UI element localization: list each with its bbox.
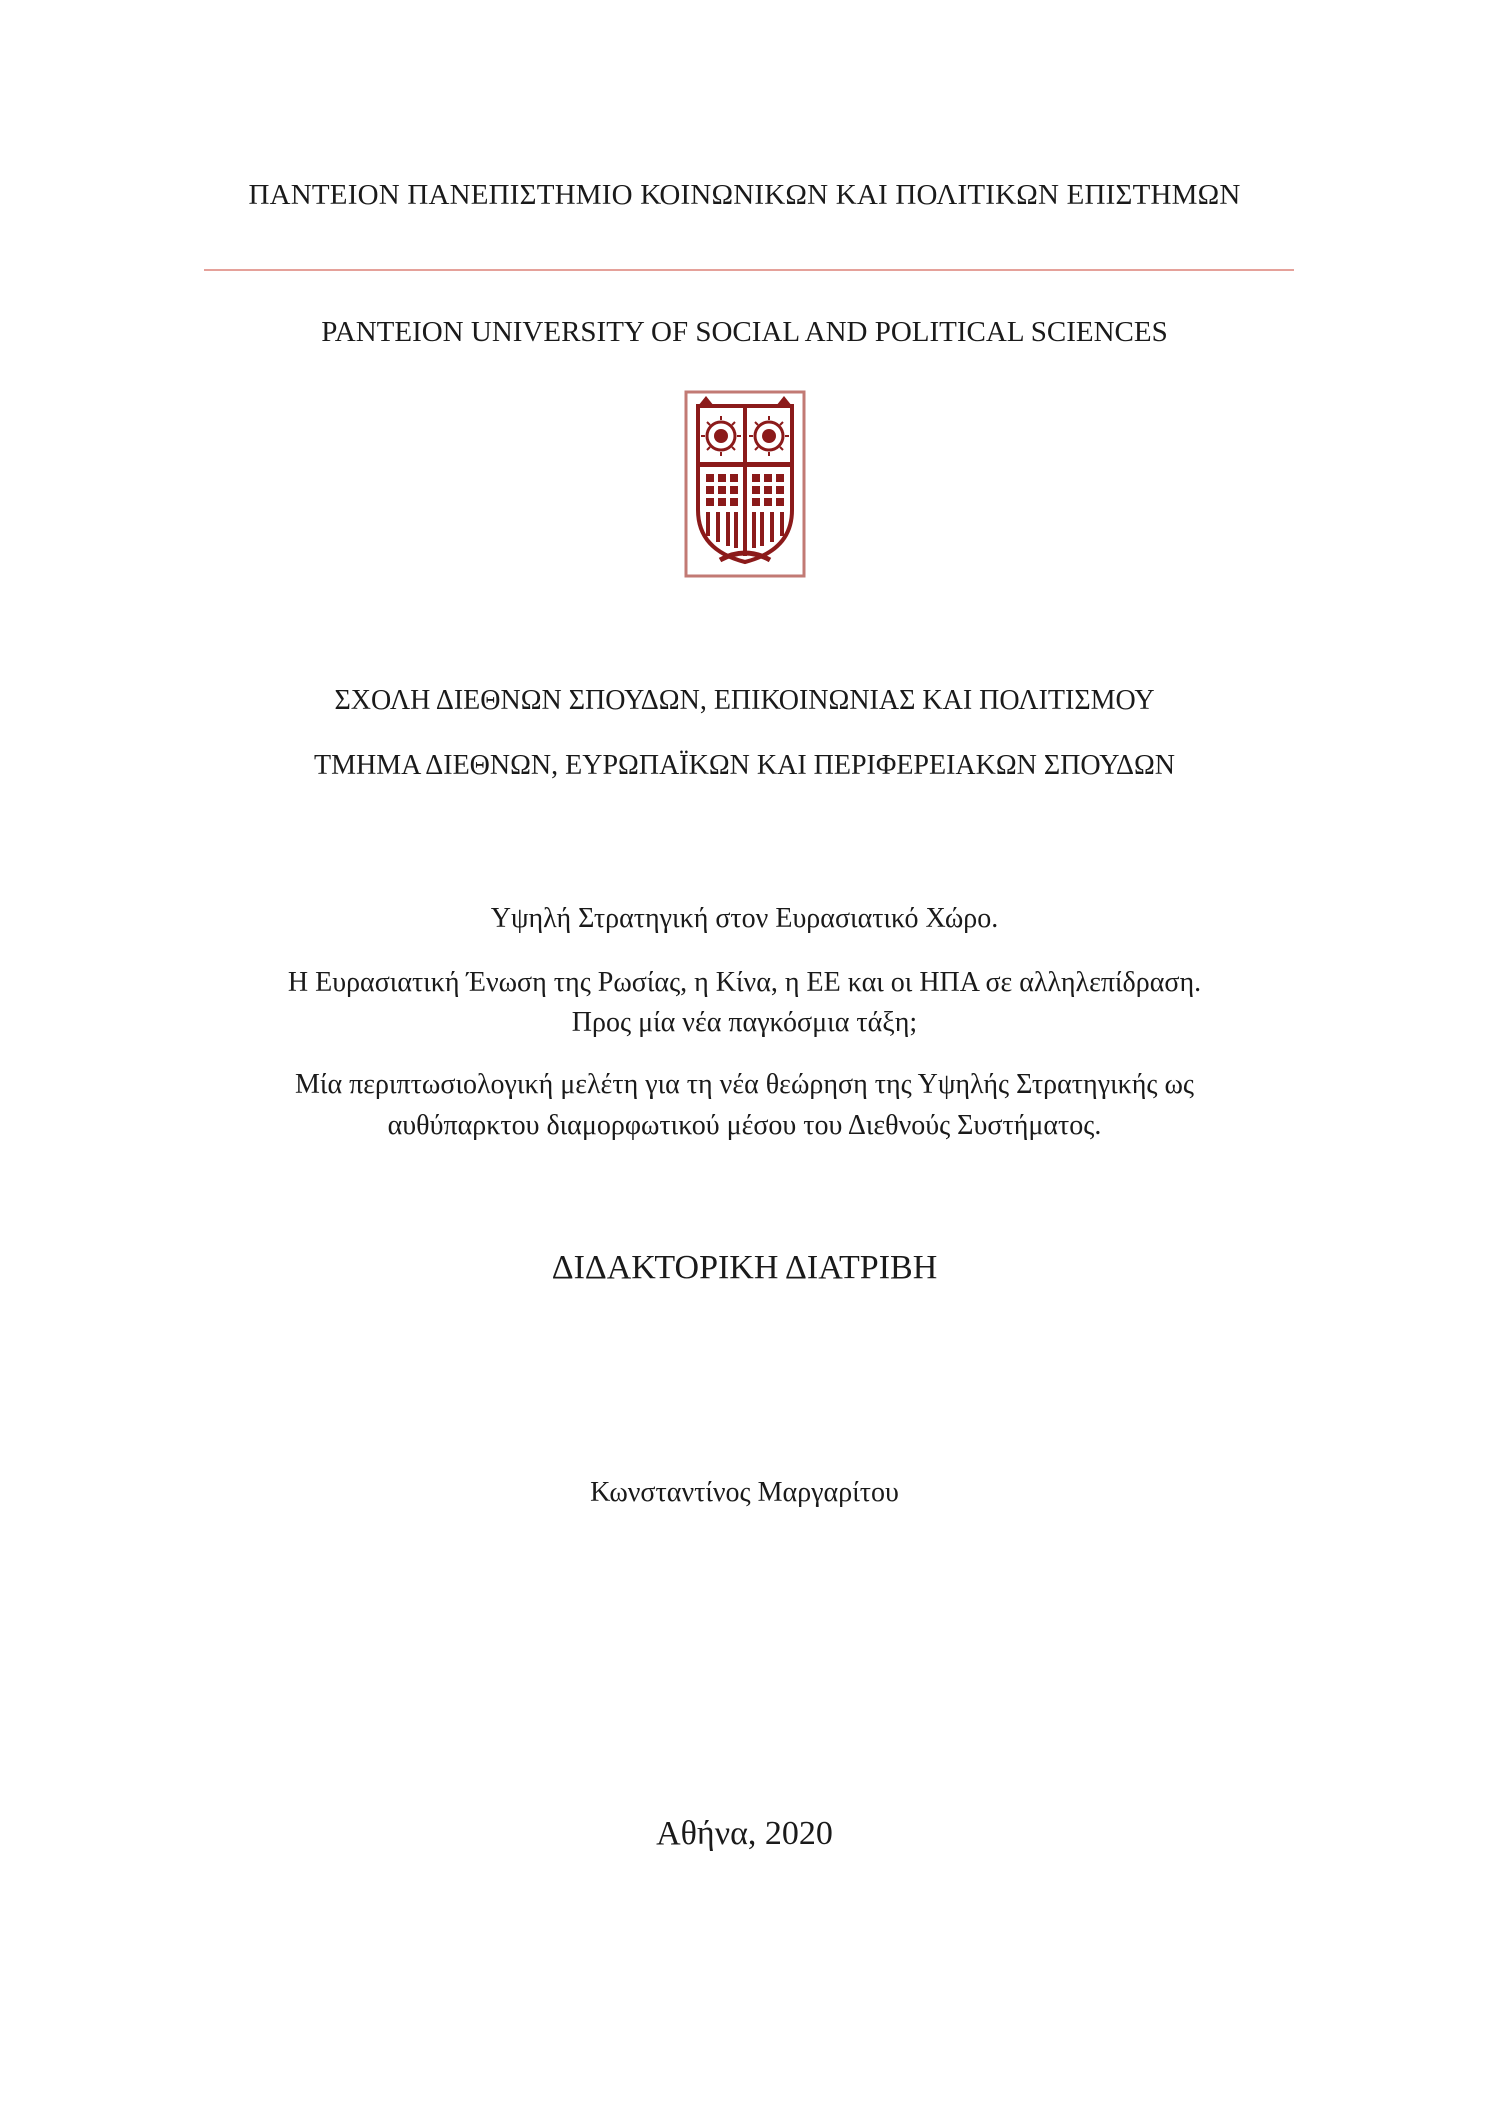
thesis-title-line: Προς μία νέα παγκόσμια τάξη; — [571, 1007, 918, 1038]
university-crest-icon — [684, 390, 806, 578]
thesis-title-line: Η Ευρασιατική Ένωση της Ρωσίας, η Κίνα, η ΕΕ και οι ΗΠΑ σε αλληλεπίδραση. — [287, 967, 1202, 998]
place-and-year: Αθήνα, 2020 — [656, 1815, 833, 1852]
university-name-greek: ΠΑΝΤΕΙΟΝ ΠΑΝΕΠΙΣΤΗΜΙΟ ΚΟΙΝΩΝΙΚΩΝ ΚΑΙ ΠΟΛΙΤΙΚΩΝ ΕΠΙΣΤΗΜΩΝ — [248, 179, 1241, 211]
document-type-heading: ΔΙΔΑΚΤΟΡΙΚΗ ΔΙΑΤΡΙΒΗ — [551, 1249, 938, 1286]
author-name: Κωνσταντίνος Μαργαρίτου — [590, 1477, 899, 1508]
school-name: ΣΧΟΛΗ ΔΙΕΘΝΩΝ ΣΠΟΥΔΩΝ, ΕΠΙΚΟΙΝΩΝΙΑΣ ΚΑΙ ΠΟΛΙΤΙΣΜΟΥ — [334, 685, 1155, 716]
department-name: ΤΜΗΜΑ ΔΙΕΘΝΩΝ, ΕΥΡΩΠΑΪΚΩΝ ΚΑΙ ΠΕΡΙΦΕΡΕΙΑΚΩΝ ΣΠΟΥΔΩΝ — [314, 750, 1175, 781]
thesis-title-line: Υψηλή Στρατηγική στον Ευρασιατικό Χώρο. — [490, 903, 999, 934]
header-divider — [204, 269, 1294, 271]
thesis-title-line: Μία περιπτωσιολογική μελέτη για τη νέα θεώρηση της Υψηλής Στρατηγικής ως — [295, 1069, 1194, 1100]
university-name-english: PANTEION UNIVERSITY OF SOCIAL AND POLITICAL SCIENCES — [321, 316, 1168, 348]
thesis-title-line: αυθύπαρκτου διαμορφωτικού μέσου του Διεθνούς Συστήματος. — [387, 1110, 1102, 1141]
